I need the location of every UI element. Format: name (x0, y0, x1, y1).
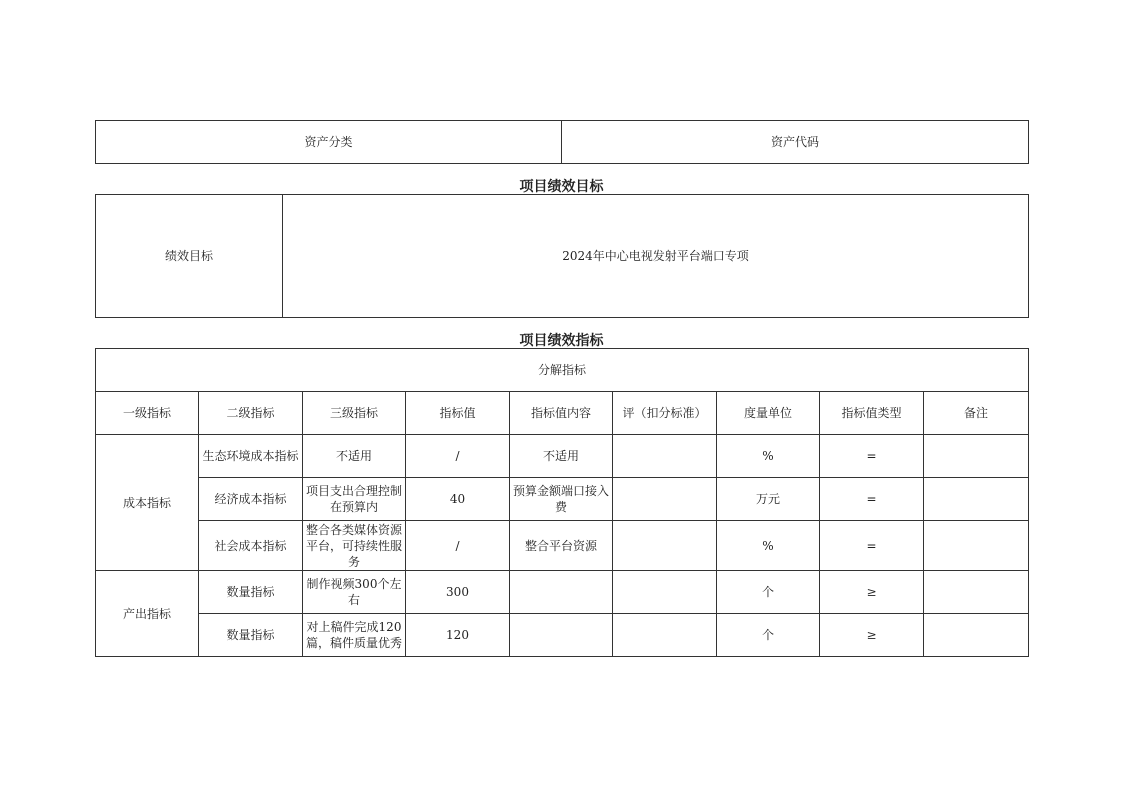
goal-table (95, 194, 1029, 318)
level3-cell: 不适用 (303, 435, 406, 478)
level3-cell: 制作视频300个左右 (303, 571, 406, 614)
type-cell: = (820, 435, 924, 478)
level3-cell: 整合各类媒体资源平台，可持续性服务 (303, 521, 406, 571)
asset-table (95, 120, 1029, 164)
column-header: 二级指标 (199, 392, 303, 435)
table-row (96, 571, 1029, 614)
column-header: 三级指标 (303, 392, 406, 435)
table-row (96, 435, 1029, 478)
column-header-row (96, 392, 1029, 435)
scoring-cell (613, 435, 717, 478)
unit-cell: 个 (717, 571, 820, 614)
level2-cell: 经济成本指标 (199, 478, 303, 521)
table-row (96, 478, 1029, 521)
note-cell (924, 435, 1029, 478)
column-header: 评（扣分标准） (613, 392, 717, 435)
column-header: 备注 (924, 392, 1029, 435)
level2-cell: 生态环境成本指标 (199, 435, 303, 478)
scoring-cell (613, 521, 717, 571)
type-cell: ≥ (820, 614, 924, 657)
unit-cell: % (717, 521, 820, 571)
goal-value: 2024年中心电视发射平台端口专项 (283, 195, 1029, 318)
value-cell: 300 (406, 571, 510, 614)
unit-cell: 万元 (717, 478, 820, 521)
breakdown-header: 分解指标 (96, 349, 1029, 392)
scoring-cell (613, 614, 717, 657)
scoring-cell (613, 571, 717, 614)
value-cell: / (406, 521, 510, 571)
column-header: 度量单位 (717, 392, 820, 435)
column-header: 指标值内容 (510, 392, 613, 435)
type-cell: = (820, 478, 924, 521)
content-cell: 整合平台资源 (510, 521, 613, 571)
indicator-section-title: 项目绩效指标 (519, 333, 604, 349)
note-cell (924, 478, 1029, 521)
note-cell (924, 614, 1029, 657)
level2-cell: 数量指标 (199, 571, 303, 614)
unit-cell: % (717, 435, 820, 478)
level1-cell: 成本指标 (96, 435, 199, 571)
note-cell (924, 521, 1029, 571)
value-cell: 40 (406, 478, 510, 521)
level3-cell: 项目支出合理控制在预算内 (303, 478, 406, 521)
column-header: 指标值 (406, 392, 510, 435)
content-cell: 预算金额端口接入费 (510, 478, 613, 521)
level1-cell: 产出指标 (96, 571, 199, 657)
content-cell: 不适用 (510, 435, 613, 478)
type-cell: = (820, 521, 924, 571)
content-cell (510, 571, 613, 614)
column-header: 一级指标 (96, 392, 199, 435)
unit-cell: 个 (717, 614, 820, 657)
content-cell (510, 614, 613, 657)
asset-category-label: 资产分类 (96, 121, 562, 164)
asset-code-label: 资产代码 (562, 121, 1029, 164)
type-cell: ≥ (820, 571, 924, 614)
value-cell: 120 (406, 614, 510, 657)
value-cell: / (406, 435, 510, 478)
table-row (96, 521, 1029, 571)
column-header: 指标值类型 (820, 392, 924, 435)
indicator-table (95, 348, 1029, 657)
note-cell (924, 571, 1029, 614)
scoring-cell (613, 478, 717, 521)
level2-cell: 社会成本指标 (199, 521, 303, 571)
table-row (96, 614, 1029, 657)
level3-cell: 对上稿件完成120篇，稿件质量优秀 (303, 614, 406, 657)
goal-label: 绩效目标 (96, 195, 283, 318)
goal-section-title: 项目绩效目标 (519, 179, 604, 195)
level2-cell: 数量指标 (199, 614, 303, 657)
